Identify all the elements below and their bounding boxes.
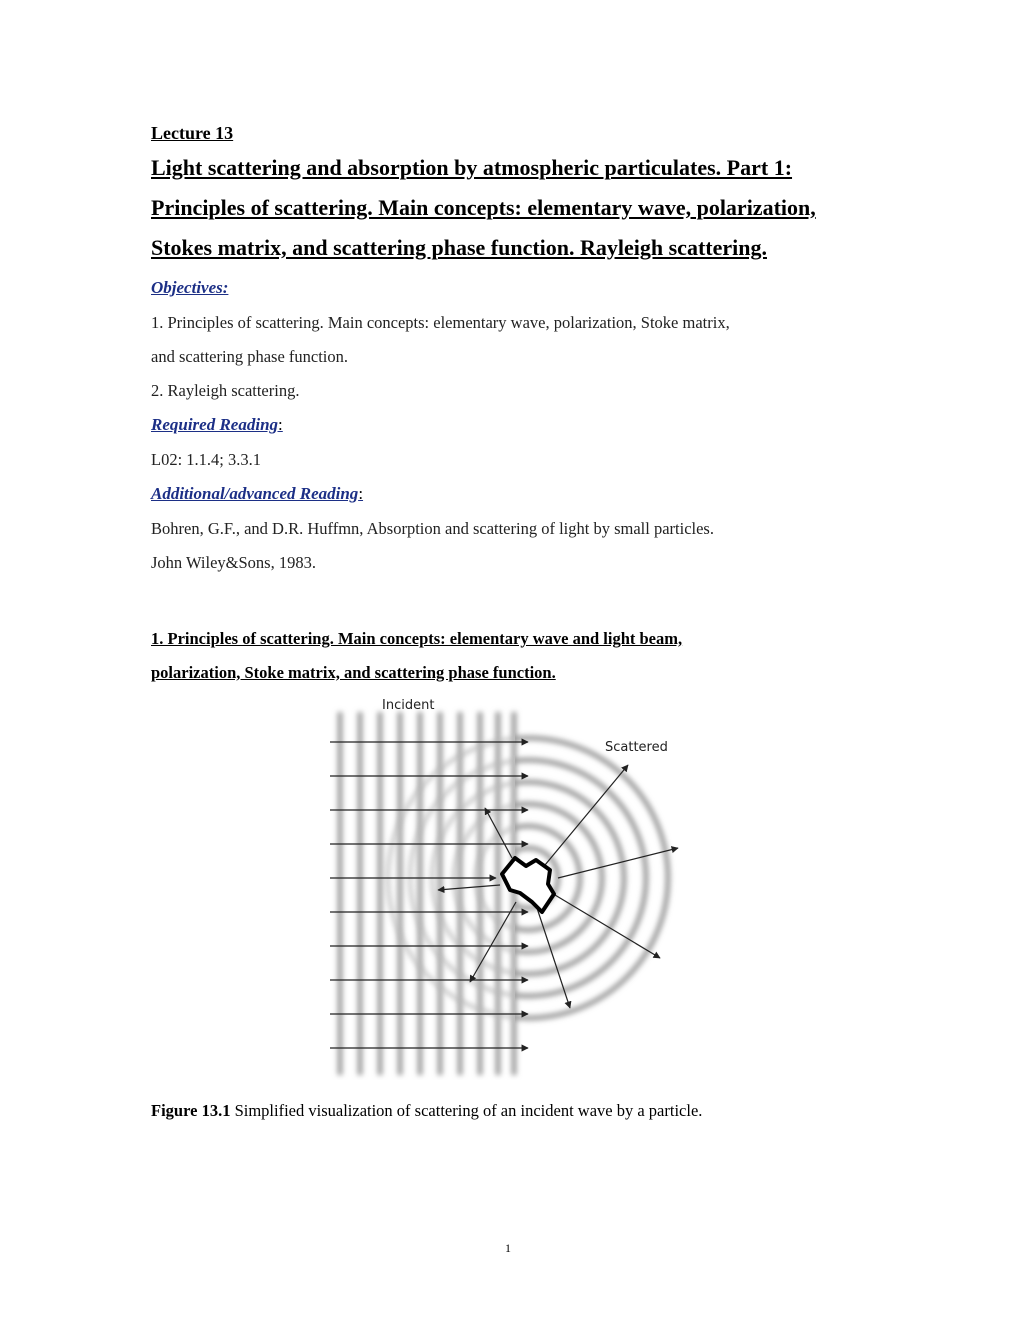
required-reading-heading xyxy=(151,414,283,436)
incident-label: Incident xyxy=(382,698,435,713)
title-line-2: Principles of scattering. Main concepts: elementary wave, polarization, xyxy=(151,195,816,220)
objective-line-2: and scattering phase function. xyxy=(151,347,349,366)
title-line-3: Stokes matrix, and scattering phase function. Rayleigh scattering. xyxy=(151,235,767,260)
page-number: 1 xyxy=(505,1241,511,1255)
figure-caption xyxy=(151,1100,702,1122)
section1-heading-line-1: 1. Principles of scattering. Main concepts: elementary wave and light beam, xyxy=(151,629,683,648)
objective-line-1: 1. Principles of scattering. Main concepts: elementary wave, polarization, Stoke matrix, xyxy=(151,313,730,332)
section1-heading-line-2: polarization, Stoke matrix, and scattering phase function. xyxy=(151,663,556,682)
additional-reading-heading xyxy=(151,483,363,505)
particle-shape xyxy=(502,858,554,912)
scattering-figure xyxy=(320,690,700,1080)
title-line-1: Light scattering and absorption by atmospheric particulates. Part 1: xyxy=(151,155,793,180)
objective-line-3: 2. Rayleigh scattering. xyxy=(151,381,300,400)
figure-caption-text: Simplified visualization of scattering of an incident wave by a particle. xyxy=(230,1101,703,1120)
figure-caption-number: Figure 13.1 xyxy=(151,1101,231,1120)
required-reading-label: Required Reading xyxy=(151,415,279,434)
required-reading-colon: : xyxy=(278,415,283,434)
additional-reading-line-1: Bohren, G.F., and D.R. Huffmn, Absorption and scattering of light by small particles. xyxy=(151,519,714,538)
required-reading-text: L02: 1.1.4; 3.3.1 xyxy=(151,450,261,469)
objectives-heading: Objectives: xyxy=(151,278,229,297)
additional-reading-label: Additional/advanced Reading xyxy=(151,484,359,503)
scattering-diagram xyxy=(320,690,700,1080)
lecture-label: Lecture 13 xyxy=(151,123,234,143)
scattered-label: Scattered xyxy=(605,740,668,755)
additional-reading-line-2: John Wiley&Sons, 1983. xyxy=(151,553,316,572)
additional-reading-colon: : xyxy=(358,484,364,503)
